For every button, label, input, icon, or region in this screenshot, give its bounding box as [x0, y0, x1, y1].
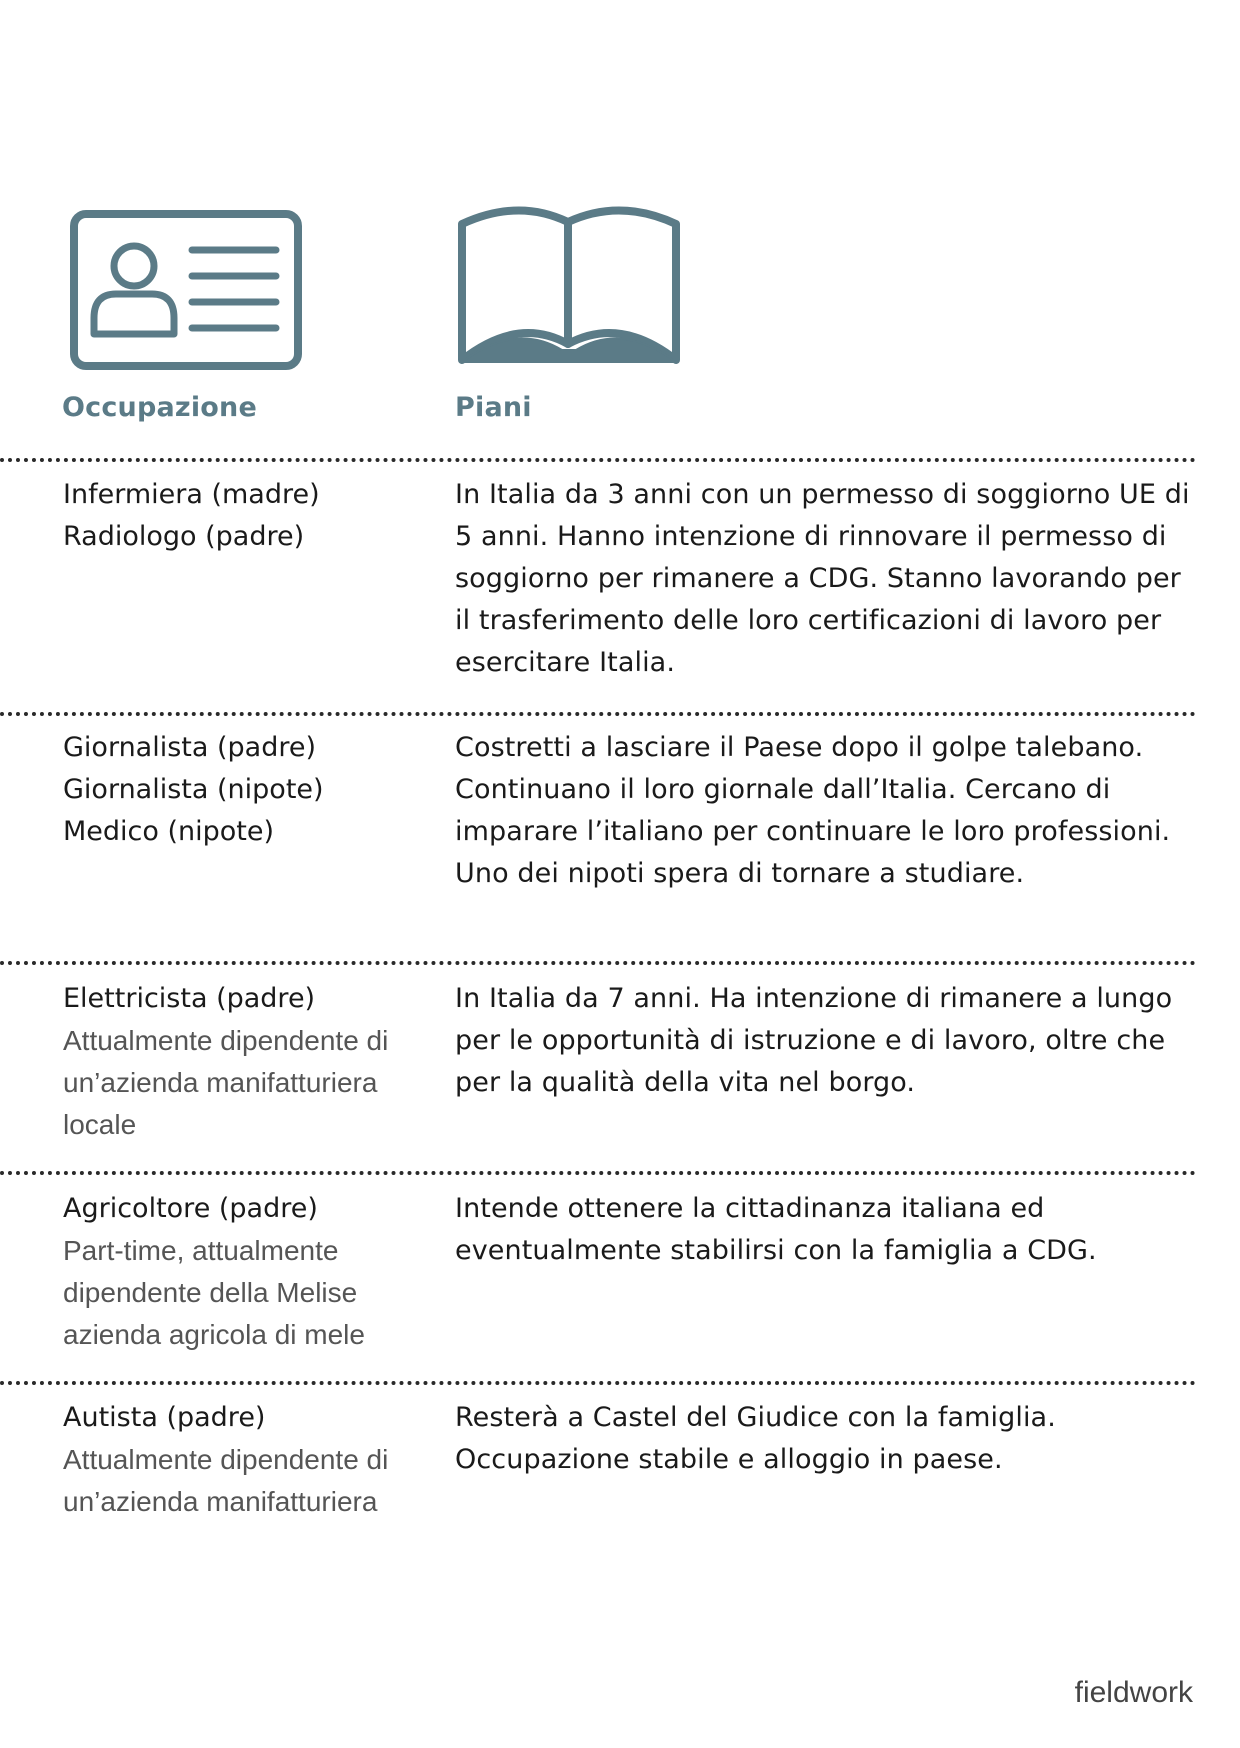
role-text: Giornalista (padre) [63, 732, 317, 763]
open-book-icon [456, 204, 682, 370]
plan-text: Resterà a Castel del Giudice con la famiglia. Occupazione stabile e alloggio in paese. [455, 1402, 1056, 1475]
occupation-detail: Attualmente dipendente di un’azienda manifatturiera [63, 1444, 389, 1517]
role-text: Infermiera (madre) [63, 479, 320, 510]
role-text: Giornalista (nipote) [63, 774, 324, 805]
plan-text: In Italia da 3 anni con un permesso di soggiorno UE di 5 anni. Hanno intenzione di rinnovare il permesso di soggiorno per rimanere a CDG. Stanno lavorando per il trasferimento delle loro certificazioni di lavoro per esercitare Italia. [455, 479, 1190, 678]
row-divider [0, 1171, 1196, 1175]
occupation-cell [63, 727, 423, 853]
occupation-detail: Part-time, attualmente dipendente della Melise azienda agricola di mele [63, 1235, 365, 1350]
plan-text: Intende ottenere la cittadinanza italiana ed eventualmente stabilirsi con la famiglia a CDG. [455, 1193, 1097, 1266]
occupation-cell [63, 978, 423, 1146]
occupation-cell [63, 1188, 423, 1356]
role-text: Agricoltore (padre) [63, 1193, 318, 1224]
plan-text: Costretti a lasciare il Paese dopo il golpe talebano. Continuano il loro giornale dall’Italia. Cercano di imparare l’italiano per continuare le loro professioni. Uno dei nipoti spera di tornare a studiare. [455, 732, 1171, 889]
plans-header: Piani [455, 392, 532, 423]
id-card-icon [70, 210, 302, 370]
row-divider [0, 1381, 1196, 1385]
footer-label: fieldwork [1074, 1676, 1193, 1709]
plan-text: In Italia da 7 anni. Ha intenzione di rimanere a lungo per le opportunità di istruzione e di lavoro, oltre che per la qualità della vita nel borgo. [455, 983, 1173, 1098]
occupation-header: Occupazione [62, 392, 257, 423]
row-divider [0, 961, 1196, 965]
row-divider [0, 458, 1196, 462]
occupation-detail: Attualmente dipendente di un’azienda manifatturiera locale [63, 1025, 389, 1140]
role-text: Medico (nipote) [63, 816, 275, 847]
row-divider [0, 712, 1196, 716]
role-text: Radiologo (padre) [63, 521, 305, 552]
role-text: Autista (padre) [63, 1402, 266, 1433]
occupation-cell [63, 1397, 423, 1523]
occupation-cell [63, 474, 423, 558]
role-text: Elettricista (padre) [63, 983, 316, 1014]
